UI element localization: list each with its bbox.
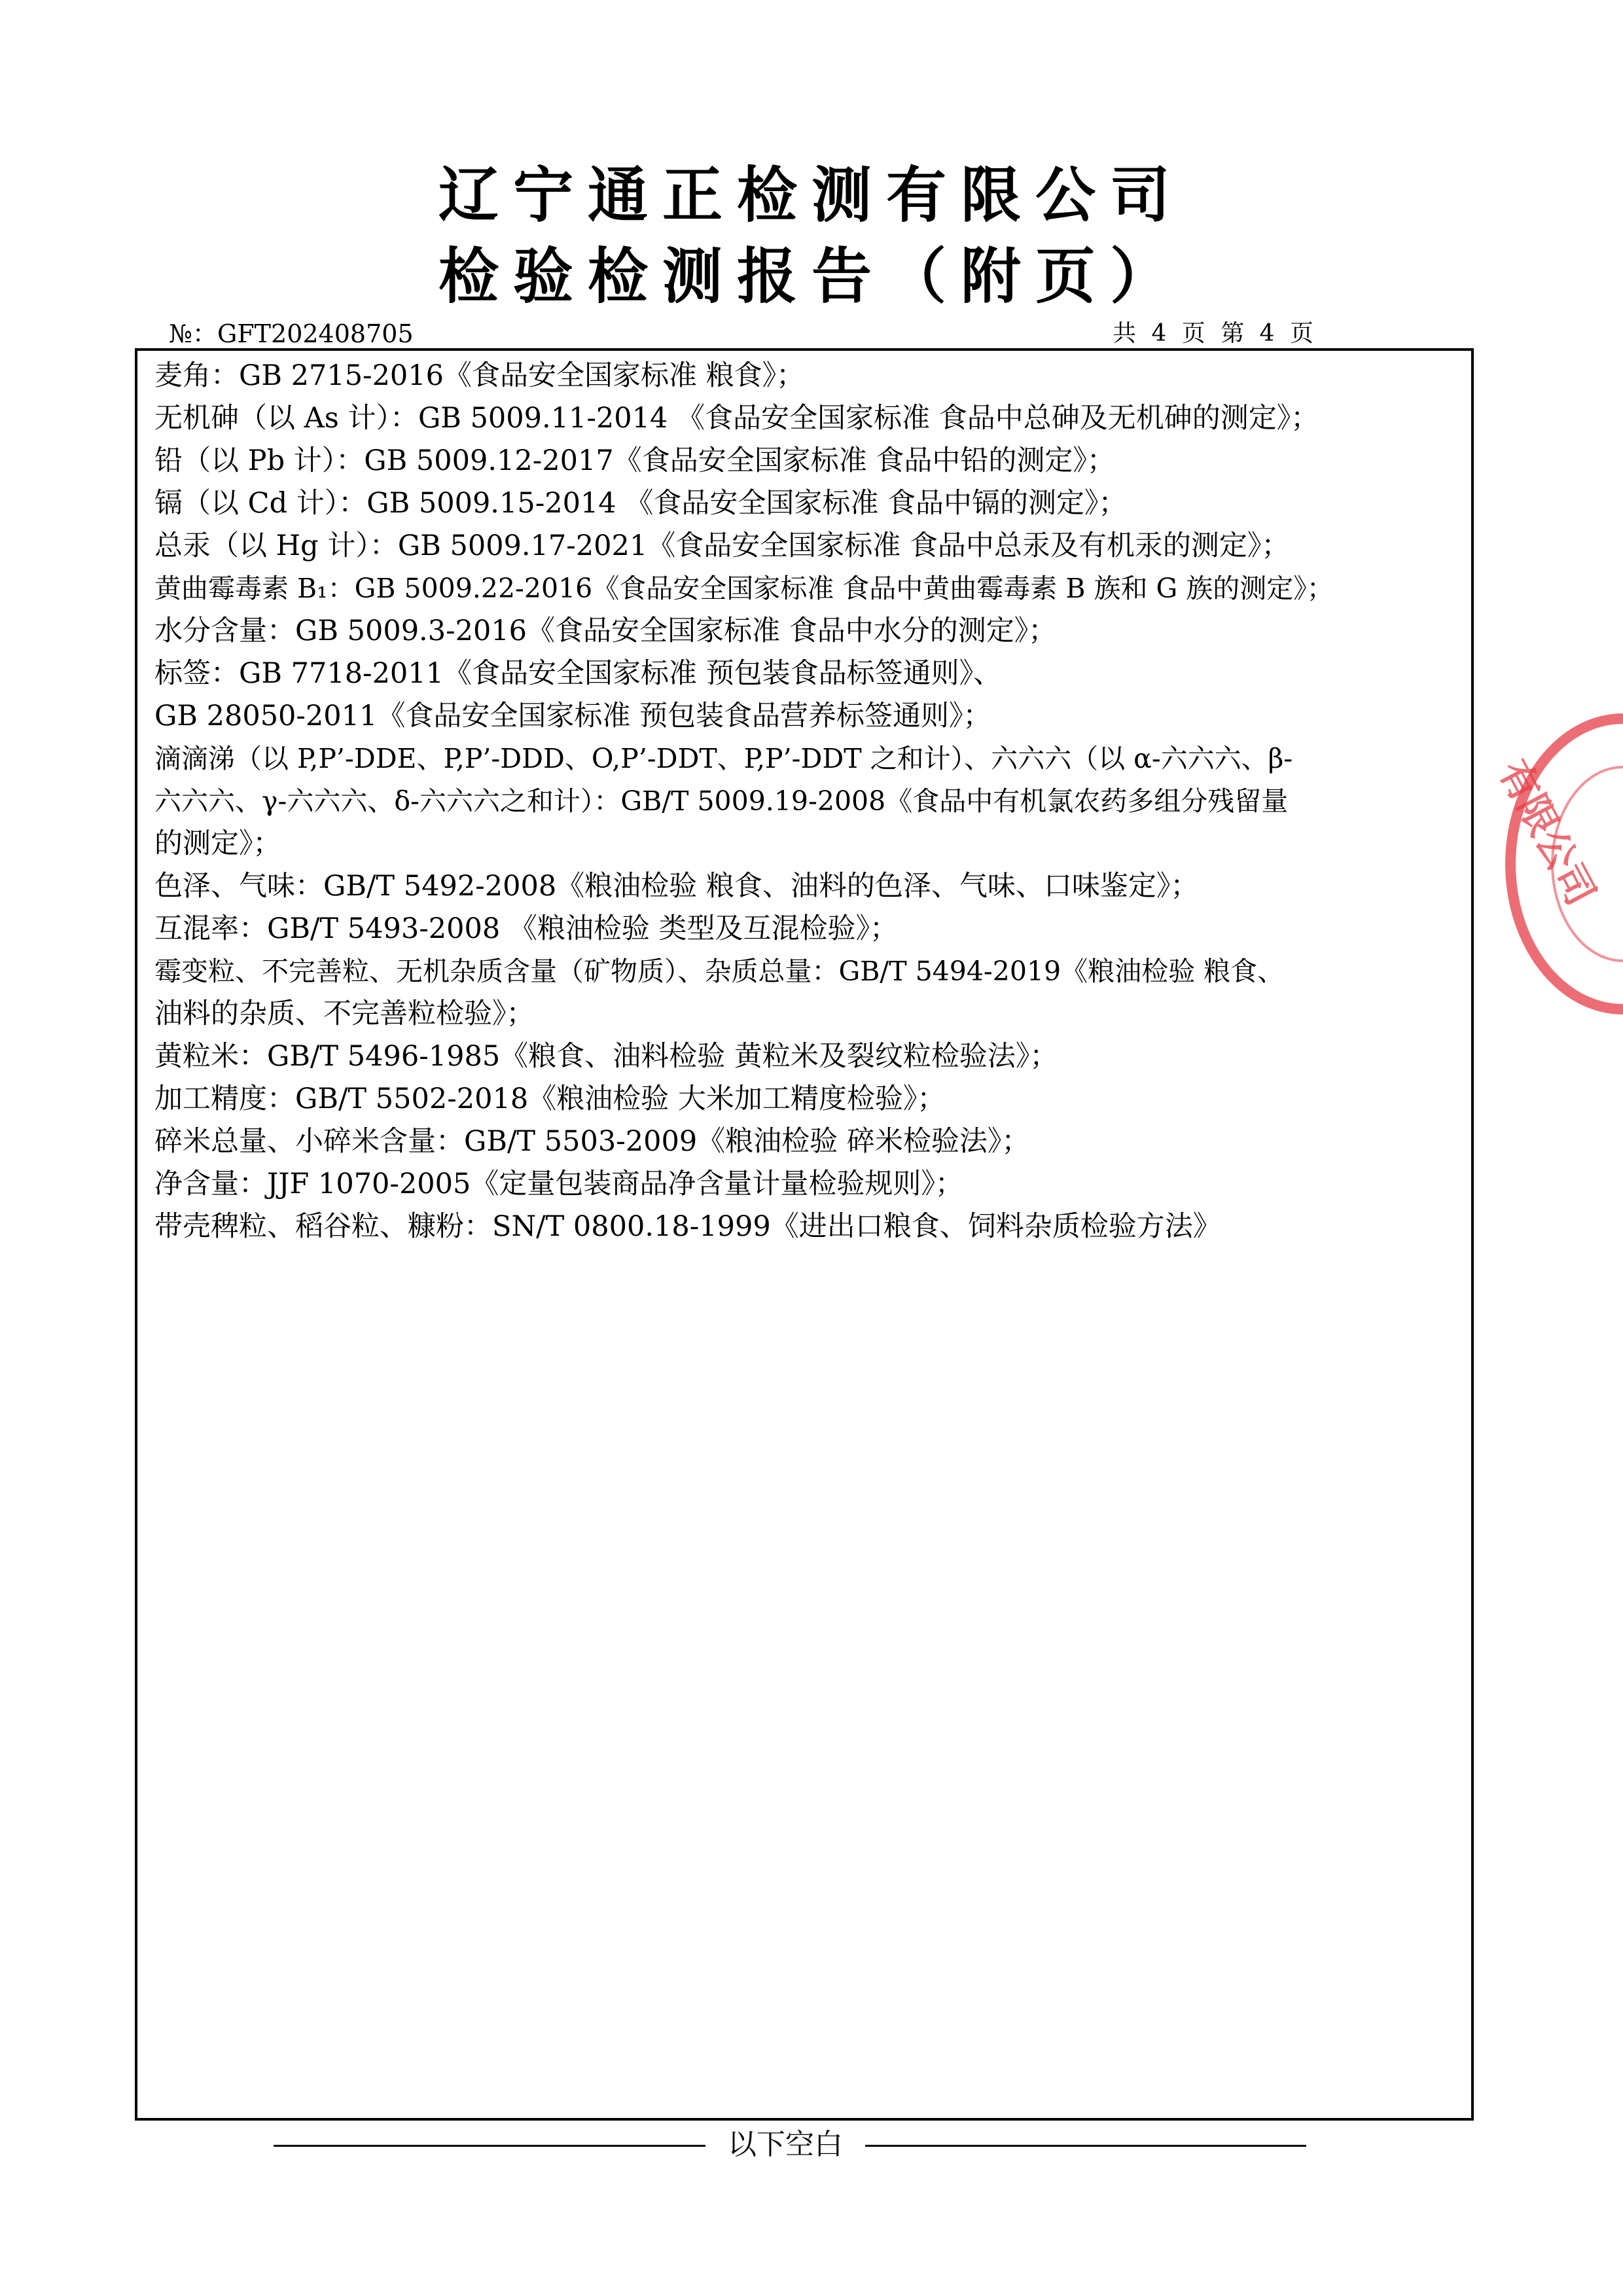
standard-line: 镉（以 Cd 计）：GB 5009.15-2014 《食品安全国家标准 食品中镉的测定》； [154,487,1127,520]
standard-line: 带壳稗粒、稻谷粒、糠粉：SN/T 0800.18-1999《进出口粮食、饲料杂质检验方法》 [154,1210,1221,1243]
standard-line: 总汞（以 Hg 计）：GB 5009.17-2021《食品安全国家标准 食品中总汞及有机汞的测定》； [154,529,1290,562]
footer-rule-right [865,2145,1306,2147]
report-title: 检验检测报告（附页） [438,242,1185,312]
company-seal-text: 有限公司 [1489,753,1604,913]
standard-line: 滴滴涕（以 P,P’-DDE、P,P’-DDD、O,P’-DDT、P,P’-DDT 之和计）、六六六（以 α-六六六、β- [154,743,1293,774]
standard-line: 的测定》； [154,827,281,860]
standard-line: 黄曲霉毒素 B₁：GB 5009.22-2016《食品安全国家标准 食品中黄曲霉毒素 B 族和 G 族的测定》； [154,573,1334,604]
end-of-content-mark: 以下空白 [728,2128,843,2161]
standard-line: GB 28050-2011《食品安全国家标准 预包装食品营养标签通则》； [154,700,991,732]
standard-line: 油料的杂质、不完善粒检验》； [154,997,535,1030]
standard-line: 黄粒米：GB/T 5496-1985《粮食、油料检验 黄粒米及裂纹粒检验法》； [154,1040,1058,1073]
standard-line: 加工精度：GB/T 5502-2018《粮油检验 大米加工精度检验》； [154,1083,946,1115]
standard-line: 霉变粒、不完善粒、无机杂质含量（矿物质）、杂质总量：GB/T 5494-2019《粮油检验 粮食、 [154,956,1285,987]
standard-line: 麦角：GB 2715-2016《食品安全国家标准 粮食》； [154,359,805,392]
company-title: 辽宁通正检测有限公司 [438,160,1185,230]
page-indicator: 共 4 页 第 4 页 [1113,320,1318,347]
standard-line: 色泽、气味：GB/T 5492-2008《粮油检验 粮食、油料的色泽、气味、口味鉴定》； [154,870,1199,903]
standard-line: 标签：GB 7718-2011《食品安全国家标准 预包装食品标签通则》、 [154,657,1002,690]
footer-rule-left [274,2145,705,2147]
standard-line: 互混率：GB/T 5493-2008 《粮油检验 类型及互混检验》； [154,912,899,945]
standard-line: 铅（以 Pb 计）：GB 5009.12-2017《食品安全国家标准 食品中铅的测定》； [154,444,1115,477]
standards-frame [135,348,1474,2121]
standard-line: 六六六、γ-六六六、δ-六六六之和计）：GB/T 5009.19-2008《食品中有机氯农药多组分残留量 [154,785,1289,817]
standard-line: 净含量：JJF 1070-2005《定量包装商品净含量计量检验规则》； [154,1168,963,1200]
standard-line: 水分含量：GB 5009.3-2016《食品安全国家标准 食品中水分的测定》； [154,615,1057,647]
report-number: №：GFT202408705 [169,319,414,348]
standards-list [154,355,1465,1248]
standard-line: 碎米总量、小碎米含量：GB/T 5503-2009《粮油检验 碎米检验法》； [154,1125,1030,1158]
standard-line: 无机砷（以 As 计）：GB 5009.11-2014 《食品安全国家标准 食品中总砷及无机砷的测定》； [154,402,1319,435]
